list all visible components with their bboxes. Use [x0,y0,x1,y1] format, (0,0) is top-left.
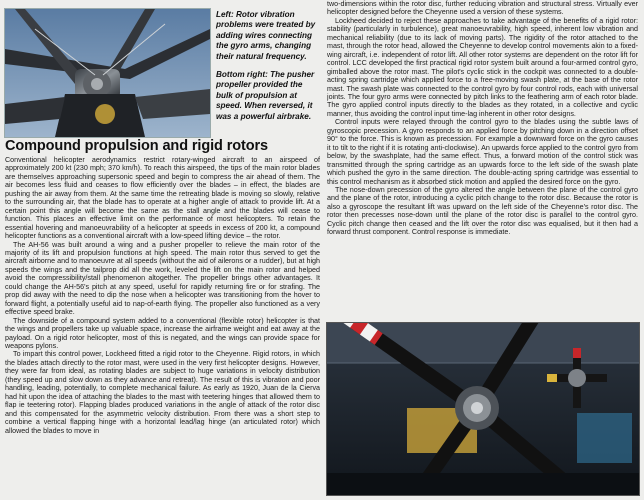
paragraph: The AH-56 was built around a wing and a pusher propeller to relieve the main rotor of the majority of its lift and propulsion functions at high speed. The main rotor thus served to get the aircraft airborne and to manoeuvre at all speeds (without the aid of ailerons or a rudder), but at high speeds the wings and the tailprop did all the work, leveled the lift on the main rotor and helped avoid the compressibility/stall phenomenon altogether. The propeller brings other advantages. It could change the AH-56's pitch at any speed, useful for rapidly returning fire or for strafing. The prop did away with the need to dip the nose when a helicopter was transitioning from the hover to forward flight, a potentially useful aid to nap-of-earth flying. The propeller also functioned as a very effective speed brake. [5,240,320,317]
caption-left: Left: Rotor vibration problems were treated by adding wires connecting the gyro arms, changing their natural frequency. [216,10,316,61]
paragraph: Conventional helicopter aerodynamics restrict rotary-winged aircraft to an airspeed of approximately 200 kt (230 mph; 370 km/h). To reach this airspeed, the tips of the main rotor blades are themselves approaching supersonic speed and begin to compress the air ahead of them. The air becomes less fluid and ceases to flow efficiently over the blades – in effect, the blades are pushing the air away from them. At the same time the retreating blade is moving so slowly, relative to the surrounding air, that the blade has to operate at a higher angle of attack to provide lift. At a certain point this angle will become the same as the stall angle and the blades will cease to function. This places an effective limit on the performance of most helicopters. To retain the essential hovering and manoeuvrability of a helicopter at speeds in excess of 200 kt, a compound helicopter functions as a conventional aircraft with a low-speed lifting device – the rotor. [5,156,320,241]
photo-captions [216,10,320,130]
left-column-text [5,156,320,498]
paragraph: The nose-down precession of the gyro altered the angle between the plane of the control gyro and the plane of the rotor, introducing a cyclic pitch change to the rotor disc. Because the rotor is also a gyroscope the resultant lift was upward on the left side of the Cheyenne's rotor disc. The rotor then precesses nose-down until the plane of the rotor disc is parallel to the control gyro. Cyclic pitch change then ceased and the lift over the rotor disc was equalised, but it then had a forward thrust component. Control response is immediate. [327,185,638,237]
paragraph: Lockheed decided to reject these approaches to take advantage of the benefits of a rigid rotor: stability (particularly in turbulence), great manoeuvrability, high speed, inherent low vibration and mechanical reliability (due to its lack of moving parts). The rigidity of the rotor attached to the mast, through the rotor head, allowed the Cheyenne to develop control movements akin to a fixed-wing aircraft, i.e. independent of rotor lift. All other rotor systems are dependent on the rotor lift for control. LCC developed the first practical rigid rotor system built around a four-armed control gyro, gimballed above the rotor mast. The pilot's cyclic stick in the cockpit was connected to a double-acting spring cartridge which applied force to a free-moving swash plate, at the base of the rotor mast. The swash plate was connected to the control gyro by four control rods, each with universal joints. The four gyro arms were connected by pitch links to the feathering arm of each rotor blade. The gyro applied control inputs directly to the blades as they rotated, in a collective and cyclic manner, thus avoiding the control input time-lag inherent in other rotor designs. [327,16,638,118]
rotor-blades-illustration [327,323,639,495]
caption-bottom-right: Bottom right: The pusher propeller provided the bulk of propulsion at speed. When reversed, it was a powerful airbrake. [216,70,315,121]
rotor-blades-photo [326,322,640,496]
right-column-text [327,0,638,318]
section-heading: Compound propulsion and rigid rotors [5,138,269,154]
paragraph: Control inputs were relayed through the control gyro to the blades using the subtle laws of gyroscopic precession. A gyro responds to an applied force by pitching down in a direction offset 90° to the force. This is known as precession. For example a downward force on the gyro causes it to tilt to the right if it is rotating anti-clockwise). An upwards force applied to the control gyro from below, by the swashplate, had the same effect. Thus, a forward motion of the control stick was transmitted through the spring cartridge as an upwards force to the left side of the swash plate which pushed the gyro in the same direction. The double-acting spring cartridge was essential to this control mechanism as it absorbed stick motion and applied the desired force on the gyro. [327,118,638,186]
paragraph: To impart this control power, Lockheed fitted a rigid rotor to the Cheyenne. Rigid rotors, in which the blades attach directly to the rotor mast, were used in the very first helicopter designs. However, they were far from ideal, as rotating blades are subject to huge variations in velocity distribution (they speed up and slow down as they advance and retreat). The result of this is vibration and poor handling, leading, potentially, to complete mechanical failure. As early as 1920, Juan de la Cierva had hit upon the idea of attaching the blades to the mast with teetering hinges that allowed them to flap ie teetering rotor). Flapping blades produced variations in the angle of attack of the rotor disc and this compensated for the asymmetric velocity distribution. From there was a short step to combine a vertical flapping hinge with a horizontal lead/lag hinge (an articulated rotor) which allowed the blades to move in [5,350,320,435]
paragraph: The downside of a compound system added to a conventional (flexible rotor) helicopter is that the wings and propellers take up valuable space, increase the airframe weight and eat away at the payload. On a rigid rotor helicopter, most of this is negated, and the wings can provide space for weapons pylons. [5,316,320,350]
paragraph: two-dimensions within the rotor disc, further reducing vibration and structural stress. Virtually ever helicopter designed before the Cheyenne used a version of these systems. [327,0,638,17]
rotor-head-illustration [5,9,210,137]
rotor-head-photo [4,8,211,138]
